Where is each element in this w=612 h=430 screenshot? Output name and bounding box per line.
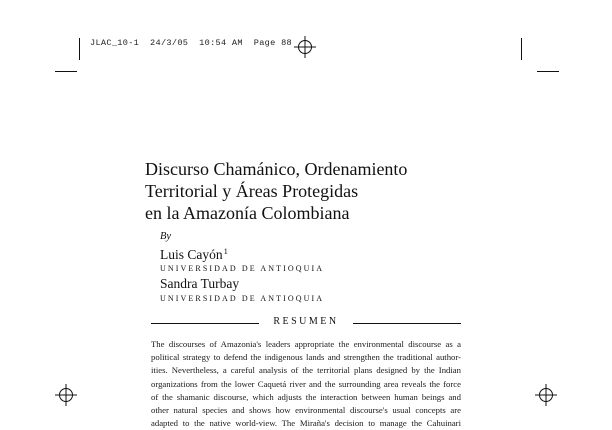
author-name-text: Luis Cayón	[160, 247, 223, 262]
author-affiliation: UNIVERSIDAD DE ANTIOQUIA	[160, 294, 325, 303]
title-line: Discurso Chamánico, Ordenamiento	[145, 159, 408, 179]
author-affiliation: UNIVERSIDAD DE ANTIOQUIA	[160, 264, 325, 273]
crop-mark-top-left-vertical	[79, 38, 80, 60]
crop-mark-top-left-horizontal	[55, 71, 77, 72]
slug-date: 24/3/05	[150, 38, 189, 48]
byline-label: By	[160, 231, 172, 242]
author-name-text: Sandra Turbay	[160, 276, 240, 291]
slug-time: 10:54 AM	[199, 38, 243, 48]
title-line: en la Amazonía Colombiana	[145, 203, 350, 223]
abstract-line: political strategy to defend the indigenous lands and strengthen the traditional author-	[151, 352, 461, 363]
abstract-line: organizations from the lower Caquetá river and the surrounding area reveals the force	[151, 378, 461, 389]
author-name	[160, 246, 228, 263]
section-heading-row	[151, 316, 461, 330]
article-title	[145, 158, 485, 224]
abstract-line: adapted to the native world-view. The Miraña's decision to manage the Cahuinari	[151, 418, 461, 429]
slug-page-label: Page	[253, 38, 276, 48]
slug-code: JLAC_10-1	[90, 38, 140, 48]
section-heading: RESUMEN	[273, 316, 339, 327]
abstract-line: The discourses of Amazonia's leaders appropriate the environmental discourse as a	[151, 339, 461, 349]
registration-mark-left	[55, 384, 77, 406]
title-line: Territorial y Áreas Protegidas	[145, 181, 359, 201]
printer-slug	[90, 38, 292, 48]
registration-mark-right	[535, 384, 557, 406]
crop-mark-top-right-horizontal	[537, 71, 559, 72]
author-name	[160, 276, 239, 292]
author-footnote-marker: 1	[223, 246, 228, 256]
abstract-line: other natural species and shows how environmental discourse's usual concepts are	[151, 405, 461, 416]
crop-mark-top-right-vertical	[521, 38, 522, 60]
abstract-text	[151, 338, 461, 430]
abstract-line: ities. Nevertheless, a careful analysis of the territorial plans designed by the Indian	[151, 365, 461, 376]
heading-rule-right	[353, 323, 461, 324]
registration-mark-top	[294, 36, 316, 58]
slug-page-number: 88	[281, 38, 292, 48]
abstract-line: of the shamanic discourse, which adjusts the interaction between human beings and	[151, 391, 461, 402]
